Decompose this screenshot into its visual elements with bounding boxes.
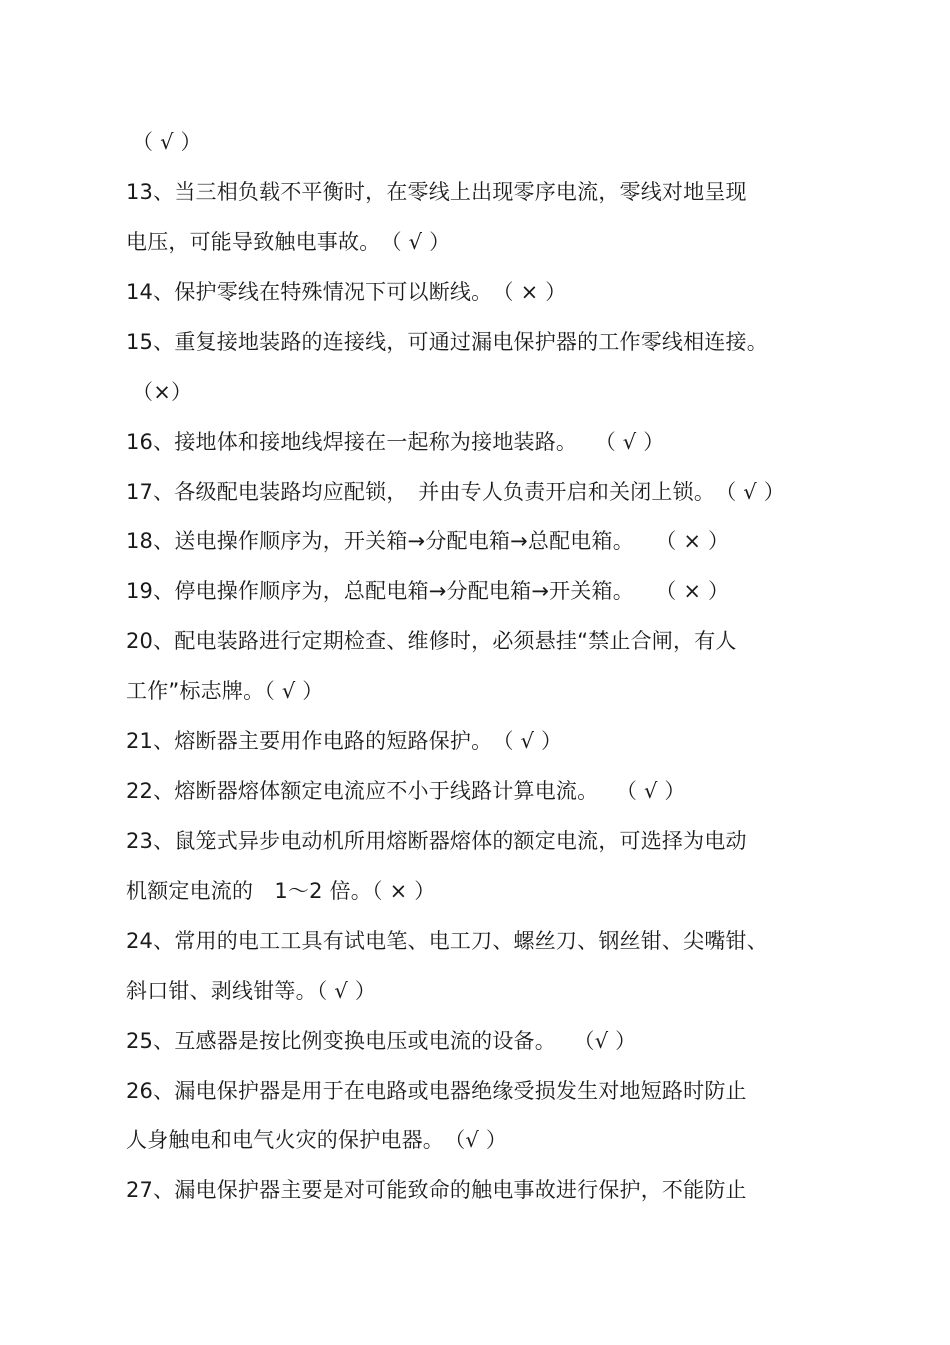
text-line-2: 13、当三相负载不平衡时，在零线上出现零序电流，零线对地呈现 bbox=[126, 180, 747, 204]
text-line-14: 22、熔断器熔体额定电流应不小于线路计算电流。 （ √ ） bbox=[126, 779, 686, 803]
text-line-18: 斜口钳、剥线钳等。（ √ ） bbox=[126, 979, 377, 1003]
text-line-8: 17、各级配电装路均应配锁， 并由专人负责开启和关闭上锁。 （ √ ） bbox=[126, 480, 785, 504]
text-line-9: 18、送电操作顺序为，开关箱→分配电箱→总配电箱。 （ × ） bbox=[126, 529, 730, 553]
text-line-15: 23、鼠笼式异步电动机所用熔断器熔体的额定电流，可选择为电动 bbox=[126, 829, 747, 853]
text-line-19: 25、互感器是按比例变换电压或电流的设备。 （√ ） bbox=[126, 1029, 637, 1053]
text-line-13: 21、熔断器主要用作电路的短路保护。 （ √ ） bbox=[126, 729, 563, 753]
text-line-17: 24、常用的电工工具有试电笔、电工刀、螺丝刀、钢丝钳、尖嘴钳、 bbox=[126, 929, 768, 953]
text-line-6: （×） bbox=[132, 380, 193, 404]
text-line-21: 人身触电和电气火灾的保护电器。 （√ ） bbox=[126, 1128, 508, 1152]
text-line-7: 16、接地体和接地线焊接在一起称为接地装路。 （ √ ） bbox=[126, 430, 665, 454]
text-line-22: 27、漏电保护器主要是对可能致命的触电事故进行保护，不能防止 bbox=[126, 1178, 747, 1202]
text-line-20: 26、漏电保护器是用于在电路或电器绝缘受损发生对地短路时防止 bbox=[126, 1079, 747, 1103]
text-line-5: 15、重复接地装路的连接线，可通过漏电保护器的工作零线相连接。 bbox=[126, 330, 768, 354]
text-line-16: 机额定电流的 1～2 倍。（ × ） bbox=[126, 879, 436, 903]
text-line-4: 14、保护零线在特殊情况下可以断线。 （ × ） bbox=[126, 280, 567, 304]
text-line-12: 工作”标志牌。（ √ ） bbox=[126, 679, 324, 703]
text-line-1: （ √ ） bbox=[132, 130, 202, 154]
text-line-3: 电压，可能导致触电事故。 （ √ ） bbox=[126, 230, 451, 254]
text-line-11: 20、配电装路进行定期检查、维修时，必须悬挂“禁止合闸，有人 bbox=[126, 629, 737, 653]
text-line-10: 19、停电操作顺序为，总配电箱→分配电箱→开关箱。 （ × ） bbox=[126, 579, 730, 603]
